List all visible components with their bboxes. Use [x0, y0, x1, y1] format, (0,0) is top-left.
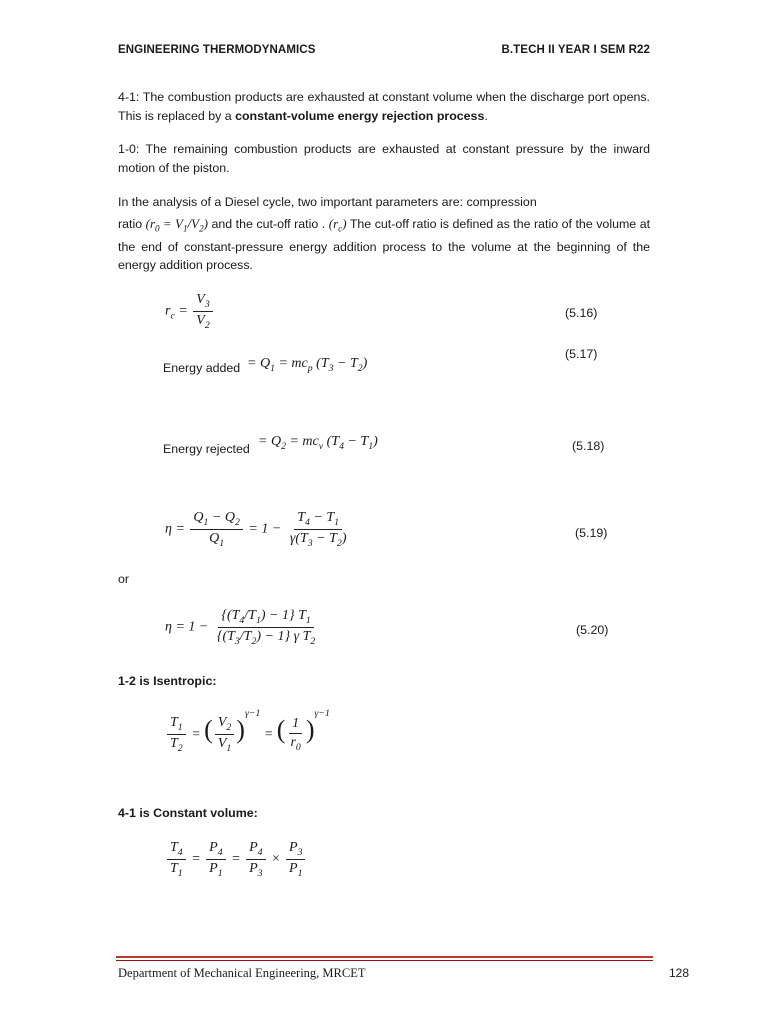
heading-isentropic: 1-2 is Isentropic:: [118, 674, 217, 688]
equation-number-5-19: (5.19): [575, 526, 608, 540]
cutoff-ratio-expr: $(r_c)$: [328, 215, 347, 234]
equation-number-5-20: (5.20): [576, 623, 609, 637]
paragraph-1-0: 1-0: The remaining combustion products are exhausted at constant pressure by the inward motion of the piston.: [118, 142, 650, 175]
paragraph-diesel-body: [118, 215, 650, 275]
equation-5-17: = $Q_1 = mc_p$ $(T_3 - T_2)$: [247, 356, 368, 374]
equation-number-5-17: (5.17): [565, 347, 598, 361]
equation-5-19: η = $\frac{Q_1 - Q_2}{Q_1}$ = 1 − $\frac{T_4 - T_1}{\gamma(T_3 - T_2)}$: [165, 510, 347, 549]
paragraph-4-1-end: .: [484, 108, 488, 123]
footer-department: Department of Mechanical Engineering, MRCET: [118, 966, 366, 980]
header-course: B.TECH II YEAR I SEM R22: [501, 44, 650, 56]
paragraph-diesel-rest: The cut-off ratio is defined as the ratio of the volume at the end of constant-pressure energy addition process to the volume at the beginning of the energy addition process.: [118, 216, 651, 273]
paragraph-4-1: [118, 88, 650, 125]
energy-added-label: Energy added: [163, 361, 241, 375]
or-text: or: [118, 572, 130, 586]
equation-constant-volume: $\frac{T_4}{T_1}$ = $\frac{P_4}{P_1}$ = $\frac{P_4}{P_3}$ × $\frac{P_3}{P_1}$: [165, 840, 307, 879]
equation-isentropic: $\frac{T_1}{T_2}$ = ( $\frac{V_2}{V_1}$ )$^{\gamma-1}$ = ( $\frac{1}{r_0}$ )$^{\gamma-1}$: [165, 708, 330, 754]
heading-constant-volume: 4-1 is Constant volume:: [118, 806, 258, 820]
equation-5-18: = $Q_2 = mc_v$ $(T_4 - T_1)$: [258, 434, 378, 452]
footer-rule-thin: [116, 960, 653, 961]
page-number: 128: [668, 966, 689, 980]
footer-rule: [116, 956, 653, 958]
cutoff-ratio-text: and the cut-off ratio .: [211, 216, 326, 231]
header-title: ENGINEERING THERMODYNAMICS: [118, 44, 316, 56]
ratio-word: ratio: [118, 216, 143, 231]
paragraph-4-1-text: 4-1: The combustion products are exhausted at constant volume when the discharge port opens. This is replaced by a: [118, 90, 650, 123]
paragraph-diesel: [118, 193, 650, 275]
compression-ratio-expr: $(r_0 = V_1/V_2)$: [145, 215, 208, 234]
equation-5-20: η = 1 − $\frac{\{(T_4/T_1) - 1\} T_1}{\{(T_3/T_2) - 1\} \gamma T_2}$: [165, 608, 316, 647]
equation-number-5-18: (5.18): [572, 439, 605, 453]
paragraph-diesel-line1: In the analysis of a Diesel cycle, two important parameters are: compression: [118, 195, 537, 209]
energy-rejected-label: Energy rejected: [163, 442, 250, 456]
equation-5-16: $r_c$ = $\frac{V_3}{V_2}$: [165, 292, 215, 331]
paragraph-4-1-bold: constant-volume energy rejection process: [235, 108, 485, 123]
equation-number-5-16: (5.16): [565, 306, 598, 320]
